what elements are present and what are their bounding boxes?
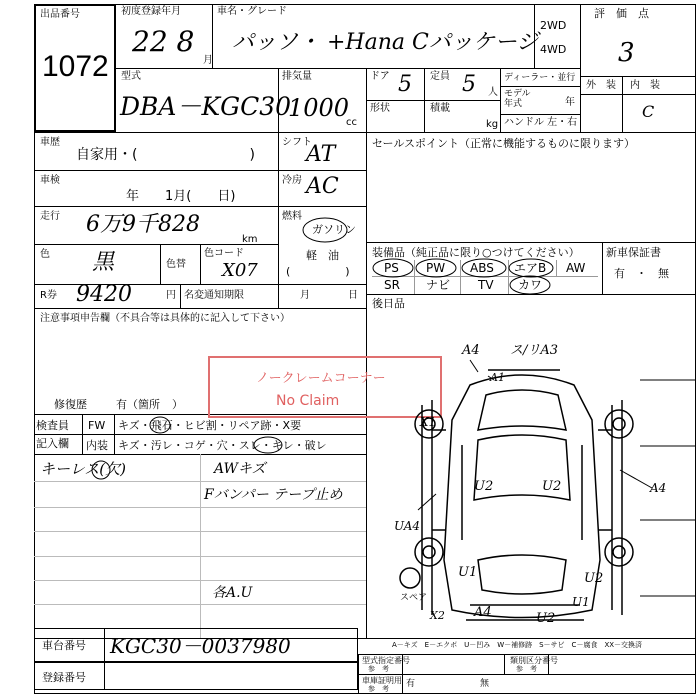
model-value: DBA－KGC30 [120,92,292,121]
fuel-value: ガソリン [312,223,356,236]
equip-sr: SR [384,278,400,292]
equip-leather: カワ [518,278,543,292]
name-change-month: 月 [300,290,310,301]
ext-label: FW [88,419,106,432]
no-claim-en: No Claim [276,393,340,409]
repair-value: 有（箇所 [116,398,160,411]
grade-label: 評 価 点 [594,7,649,20]
ac-value: AC [306,174,339,199]
name-grade-value: パッソ・ +Hana Cパッケージ [232,30,539,55]
lot-number: 1072 [42,50,109,83]
category-label: 類別区分番号 [510,656,558,665]
interior-label: 内 装 [630,80,660,91]
fuel-label: 燃料 [282,211,302,222]
recycle-value: 9420 [76,282,132,307]
model-label: 型式 [121,71,141,82]
chassis-label: 車台番号 [42,639,86,652]
first-reg-month-unit: 月 [203,55,213,66]
note-bumper: Fバンパー テープ止め [204,487,343,503]
ann-ua4: UA4 [394,519,421,533]
equip-ps: PS [384,261,399,275]
note-aw: AWキズ [214,461,266,477]
cert-no: 無 [480,679,490,689]
recycle-unit: 円 [166,290,176,301]
ann-a4-top: A4 [462,343,480,358]
doors-value: 5 [398,72,412,97]
grade-value: 3 [618,38,635,68]
drive-2wd: 2WD [540,19,567,32]
lot-label: 出品番号 [40,9,80,20]
fuel-alt: 軽 油 [306,249,339,262]
rear-seat-label: 後日品 [372,297,405,310]
load-label: 積載 [430,103,450,114]
load-unit: kg [486,119,499,130]
name-change-day: 日 [348,290,358,301]
chassis-value: KGC30－0037980 [110,634,291,658]
color-code-label: 色コード [204,248,244,259]
repair-close: ） [172,398,183,411]
spare-label: スペア [400,593,428,603]
repair-label: 修復歴 [54,398,87,411]
inspection-value: 年 1月( 日) [126,189,236,204]
capacity-value: 5 [462,72,476,97]
exterior-label: 外 装 [586,80,616,91]
capacity-label: 定員 [430,71,450,82]
ann-x1: X1 [420,415,437,429]
first-reg-label: 初度登録年月 [121,6,181,17]
ann-u1-bottom: U1 [572,595,590,609]
capacity-unit: 人 [488,87,498,98]
displacement-label: 排気量 [282,71,312,82]
ac-label: 冷房 [282,175,302,186]
mileage-label: 走行 [40,211,60,222]
equip-abs: ABS [470,261,494,275]
ann-a4-right: A4 [650,481,667,495]
shape-label: 形状 [370,103,390,114]
equipment-label: 装備品（純正品に限り○つけてください） [372,246,580,259]
mileage-value: 6万9千828 [86,212,200,237]
model-designation-label: 型式指定番号 [362,656,410,665]
ann-u2-right: U2 [542,479,562,494]
note-keyless: キーレス(欠) [40,460,126,478]
ann-u2-lower: U2 [584,571,604,586]
ann-windshield: ス/リA3 [510,343,559,358]
category-sub: 参 考 [516,665,537,673]
color-change-label: 色替 [166,259,186,270]
int-items: キズ・汚レ・コゲ・穴・スレ・キレ・破レ [118,439,327,452]
ann-u2-left: U2 [474,479,494,494]
damage-legend: A－キズ E－エクボ U－凹み W－補修跡 S－サビ C－腐食 XX－交換済 [392,641,643,649]
note-au: 各A.U [212,585,253,601]
ann-a4-bottom: A4 [474,605,492,620]
mileage-unit: km [242,234,258,245]
equip-airbag: エアB [514,261,547,275]
equip-navi: ナビ [426,278,451,292]
dealer-label: ディーラー・並行 [504,73,576,83]
int-label: 内装 [86,439,108,452]
ann-a1: A1 [490,371,505,384]
name-grade-label: 車名・グレード [217,6,287,17]
equip-pw: PW [426,261,446,275]
sales-point-label: セールスポイント（正常に機能するものに限ります） [372,137,636,150]
color-value: 黒 [92,250,115,275]
reg-label: 登録番号 [42,671,86,684]
notes-label: 注意事項申告欄（不具合等は具体的に記入して下さい） [40,313,290,324]
no-claim-jp: ノークレームコーナー [256,371,386,386]
inspector-label-2: 記入欄 [36,437,69,450]
name-change-label: 名変通知期限 [184,290,244,301]
recycle-label: R券 [40,290,57,301]
warranty-value: 有 ・ 無 [614,267,669,280]
cert-sub: 参 考 [368,685,389,693]
fuel-paren: ( ) [286,265,350,278]
color-code-value: X07 [222,260,258,281]
shift-label: シフト [282,137,312,148]
handle-label: ハンドル 左・右 [504,117,578,128]
inspection-label: 車検 [40,175,60,186]
ann-u1: U1 [458,565,478,580]
inspector-label-1: 検査員 [36,419,69,432]
model-year-label: モデル 年式 [504,89,531,109]
model-designation-sub: 参 考 [368,665,389,673]
history-value: 自家用・( ) [76,147,255,163]
warranty-label: 新車保証書 [606,246,661,259]
ann-u2-bottom: U2 [536,611,556,626]
equip-aw: AW [566,261,586,275]
cert-label: 車庫証明用 [362,676,402,685]
history-label: 車歴 [40,137,60,148]
doors-label: ドア [370,71,390,82]
ann-x-bottom: X2 [430,609,445,622]
ext-items: キズ・飛石・ヒビ割・リペア跡・X要 [118,419,302,432]
equip-tv: TV [478,278,494,292]
interior-value: C [642,102,655,121]
cert-yes: 有 [406,679,416,689]
first-reg-value: 22 8 [132,25,195,58]
shift-value: AT [306,142,336,167]
drive-4wd: 4WD [540,43,567,56]
model-year-unit: 年 [565,97,575,108]
displacement-unit: cc [346,117,357,128]
displacement-value: 1000 [288,94,350,122]
color-label: 色 [40,249,50,260]
